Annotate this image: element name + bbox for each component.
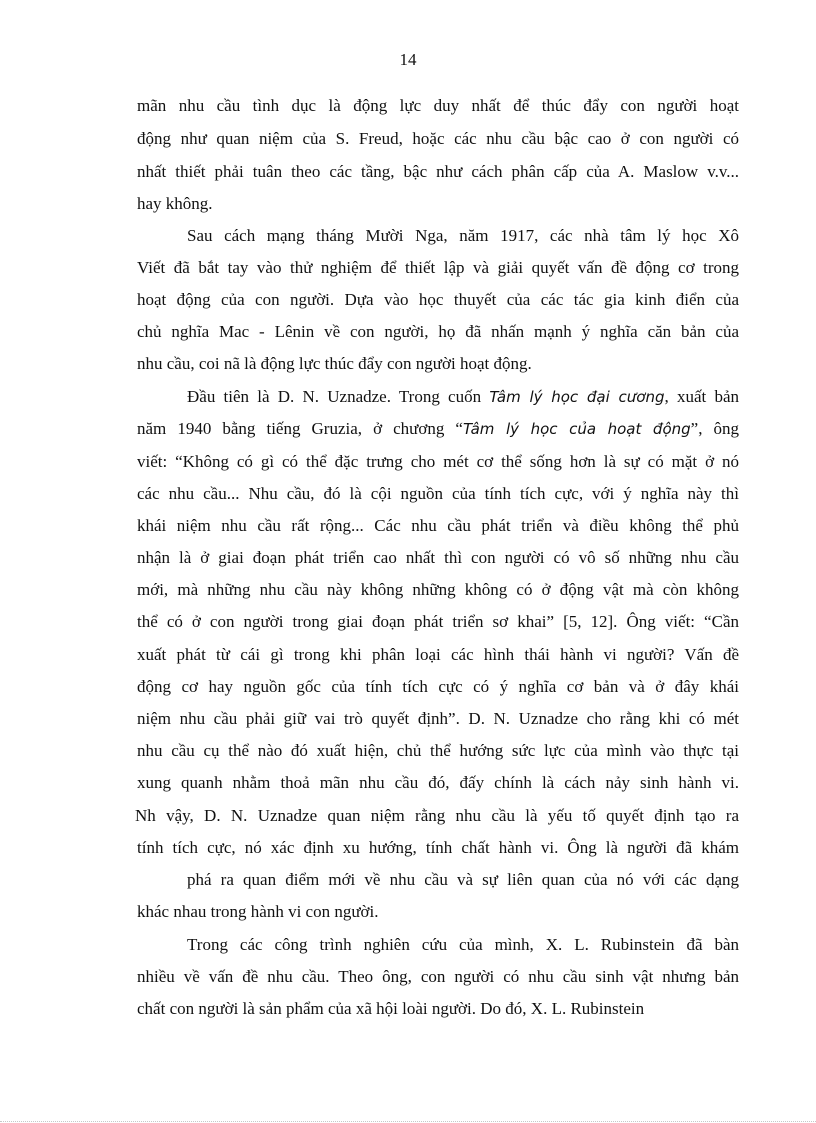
text-line-9: nhu cầu, coi nã là động lực thúc đẩy con người hoạt động. [137, 354, 532, 373]
text-line-18: xuất phát từ cái gì trong khi phân loại các hình thái hành vi người? Vấn đề [137, 645, 739, 664]
text-line-11 [137, 413, 739, 445]
book-title-italic: Tâm lý học đại cương [489, 388, 665, 406]
text-line-11-after: ”, ông [690, 419, 740, 438]
text-line-10-before: Đầu tiên là D. N. Uznadze. Trong cuốn [187, 387, 490, 406]
page-bottom-divider [0, 1121, 816, 1122]
text-line-23: Nh vậy, D. N. Uznadze quan niệm rằng nhu cầu là yếu tố quyết định tạo ra [135, 806, 739, 825]
text-line-24: tính tích cực, nó xác định xu hướng, tính chất hành vi. Ông là người đã khám [137, 838, 739, 857]
text-line-22: xung quanh nhằm thoả mãn nhu cầu đó, đấy chính là cách nảy sinh hành vi. [137, 773, 739, 792]
text-line-3: nhất thiết phải tuân theo các tầng, bậc như cách phân cấp của A. Maslow v.v... [137, 162, 739, 181]
text-line-7: hoạt động của con người. Dựa vào học thuyết của các tác gia kinh điển của [137, 290, 739, 309]
text-line-11-before: năm 1940 bằng tiếng Gruzia, ở chương “ [137, 419, 463, 438]
text-line-8: chủ nghĩa Mac - Lênin về con người, họ đã nhấn mạnh ý nghĩa căn bản của [137, 322, 739, 341]
text-line-15: nhận là ở giai đoạn phát triển cao nhất thì con người có vô số những nhu cầu [137, 548, 739, 567]
text-line-16: mới, mà những nhu cầu này không những không có ở động vật mà còn không [137, 580, 739, 599]
text-line-5: Sau cách mạng tháng Mười Nga, năm 1917, các nhà tâm lý học Xô [187, 226, 739, 245]
text-line-2: động như quan niệm của S. Freud, hoặc các nhu cầu bậc cao ở con người có [137, 129, 739, 148]
text-line-1: mãn nhu cầu tình dục là động lực duy nhất để thúc đẩy con người hoạt [137, 96, 739, 115]
text-line-13: các nhu cầu... Nhu cầu, đó là cội nguồn của tính tích cực, với ý nghĩa này thì [137, 484, 739, 503]
text-line-14: khái niệm nhu cầu rất rộng... Các nhu cầu phát triển và điều không thể phủ [137, 516, 739, 535]
text-line-17: thể có ở con người trong giai đoạn phát triển sơ khai” [5, 12]. Ông viết: “Cần [137, 612, 739, 631]
text-line-12: viết: “Không có gì có thể đặc trưng cho mét cơ thể sống hơn là sự có mặt ở nó [137, 452, 739, 471]
text-line-20: niệm nhu cầu phải giữ vai trò quyết định”. D. N. Uznadze cho rằng khi có mét [137, 709, 739, 728]
text-line-19: động cơ hay nguồn gốc của tính tích cực có ý nghĩa cơ bản và ở đây khái [137, 677, 739, 696]
text-line-4: hay không. [137, 194, 213, 213]
text-line-10 [187, 381, 739, 413]
text-line-29: chất con người là sản phẩm của xã hội loài người. Do đó, X. L. Rubinstein [137, 999, 645, 1018]
text-line-10-after: , xuất bản [664, 387, 739, 406]
page-number: 14 [399, 50, 417, 69]
chapter-title-italic: Tâm lý học của hoạt động [462, 420, 691, 438]
text-line-26: khác nhau trong hành vi con người. [137, 902, 379, 921]
text-line-6: Viết đã bắt tay vào thử nghiệm để thiết lập và giải quyết vấn đề động cơ trong [137, 258, 739, 277]
text-line-21: nhu cầu cụ thể nào đó xuất hiện, chủ thể hướng sức lực của mình vào thực tại [137, 741, 739, 760]
text-line-27: Trong các công trình nghiên cứu của mình, X. L. Rubinstein đã bàn [187, 935, 739, 954]
text-line-25: phá ra quan điểm mới về nhu cầu và sự liên quan của nó với các dạng [187, 870, 739, 889]
text-line-28: nhiều về vấn đề nhu cầu. Theo ông, con người có nhu cầu sinh vật nhưng bản [137, 967, 739, 986]
